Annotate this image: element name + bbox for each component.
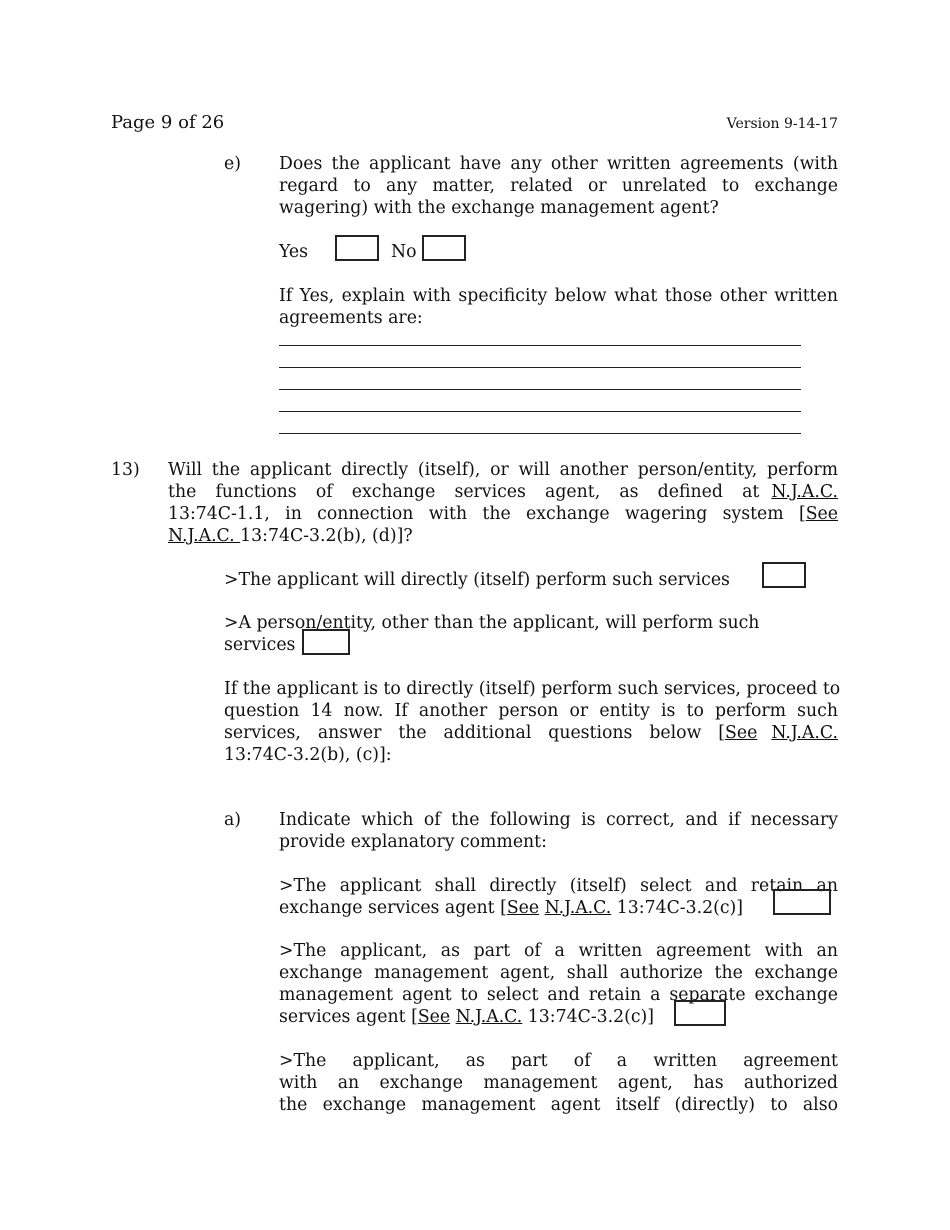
q13-instr-citation-link[interactable]: N.J.A.C. (771, 723, 838, 743)
q13-option-other-line-2: services (224, 635, 296, 655)
q13-option-self: >The applicant will directly (itself) perform such services (224, 570, 730, 590)
q13-see-link[interactable]: See (805, 504, 838, 524)
q13a-marker: a) (224, 810, 242, 830)
q13-line-3 (168, 503, 838, 525)
q13a-option-1-text-end: 13:74C-3.2(c)] (611, 898, 744, 918)
q13a-option-2-text-end: 13:74C-3.2(c)] (522, 1007, 655, 1027)
q13a-option-2 (279, 940, 838, 1028)
no-label: No (391, 242, 417, 262)
q13a-line-2: provide explanatory comment: (279, 832, 547, 852)
q13-instr-line-3-text: services, answer the additional questions below [ (224, 723, 726, 743)
q13-line-1: Will the applicant directly (itself), or will another person/entity, perform (168, 460, 838, 480)
answer-line[interactable] (279, 345, 801, 346)
q13a-option-1-line-1: >The applicant shall directly (itself) select and retain an (279, 876, 838, 896)
q12e-explain-prompt (279, 285, 838, 329)
q12e-marker: e) (224, 154, 241, 174)
q13-instr-see-link[interactable]: See (725, 723, 758, 743)
q13-marker: 13) (111, 460, 140, 480)
q13-option-self-checkbox[interactable] (762, 562, 806, 588)
q12e-question (279, 153, 838, 219)
q13a-question (279, 809, 838, 853)
q13-citation-link-2[interactable]: N.J.A.C. (168, 526, 241, 546)
q12e-explain-line-1: If Yes, explain with specificity below what those other written (279, 286, 838, 306)
q13-line-2-text: the functions of exchange services agent, as defined at (168, 482, 760, 502)
q13a-option-2-line-2: exchange management agent, shall authorize the exchange (279, 963, 838, 983)
q13-line-4 (168, 525, 838, 547)
answer-line[interactable] (279, 411, 801, 412)
q13a-option-1-checkbox[interactable] (773, 889, 831, 915)
q13a-option-2-text: services agent [ (279, 1007, 418, 1027)
q12e-explain-line-2: agreements are: (279, 308, 423, 328)
answer-line[interactable] (279, 389, 801, 390)
q13a-option-2-citation-link[interactable]: N.J.A.C. (455, 1007, 523, 1027)
answer-line[interactable] (279, 367, 801, 368)
q13a-option-2-line-1: >The applicant, as part of a written agreement with an (279, 941, 838, 961)
q13-question (168, 459, 838, 547)
q13a-option-2-see-link[interactable]: See (417, 1007, 451, 1027)
page-number: Page 9 of 26 (111, 112, 225, 133)
version-label: Version 9-14-17 (726, 116, 838, 132)
no-checkbox[interactable] (422, 235, 466, 261)
q12e-line-2: regard to any matter, related or unrelated to exchange (279, 176, 838, 196)
q13a-option-1-citation-link[interactable]: N.J.A.C. (544, 898, 612, 918)
q13-instr-line-2: question 14 now. If another person or entity is to perform such (224, 701, 838, 721)
q13-line-3-text: 13:74C-1.1, in connection with the exchange wagering system [ (168, 504, 806, 524)
q13-line-2 (168, 481, 838, 503)
answer-line[interactable] (279, 433, 801, 434)
q13a-option-2-checkbox[interactable] (674, 1000, 726, 1026)
q13-line-4-text: 13:74C-3.2(b), (d)]? (240, 526, 413, 546)
q12e-line-1: Does the applicant have any other written agreements (with (279, 154, 838, 174)
q13a-option-1-line-2 (279, 897, 838, 919)
q12e-line-3: wagering) with the exchange management agent? (279, 198, 719, 218)
q13a-option-3-line-3: the exchange management agent itself (directly) to also (279, 1095, 838, 1115)
q13a-line-1: Indicate which of the following is correct, and if necessary (279, 810, 838, 830)
yes-checkbox[interactable] (335, 235, 379, 261)
q13-instr-line-4: 13:74C-3.2(b), (c)]: (224, 745, 392, 765)
q13a-option-1 (279, 875, 838, 919)
q13a-option-3 (279, 1050, 838, 1116)
q13a-option-2-line-4 (279, 1006, 838, 1028)
q13a-option-1-see-link[interactable]: See (506, 898, 540, 918)
q13-instr-line-3 (224, 722, 838, 744)
q13-option-other-line-1: >A person/entity, other than the applicant, will perform such (224, 613, 760, 633)
q13a-option-3-line-2: with an exchange management agent, has authorized (279, 1073, 838, 1093)
q13a-option-1-text: exchange services agent [ (279, 898, 507, 918)
q13a-option-3-line-1: >The applicant, as part of a written agreement (279, 1051, 838, 1071)
q13a-option-2-line-3: management agent to select and retain a separate exchange (279, 985, 838, 1005)
yes-label: Yes (279, 242, 309, 262)
q13-option-other-checkbox[interactable] (302, 629, 350, 655)
q13-instructions (224, 678, 841, 766)
q13-citation-link[interactable]: N.J.A.C. (771, 482, 838, 502)
q13-instr-line-1: If the applicant is to directly (itself) perform such services, proceed to (224, 679, 841, 699)
